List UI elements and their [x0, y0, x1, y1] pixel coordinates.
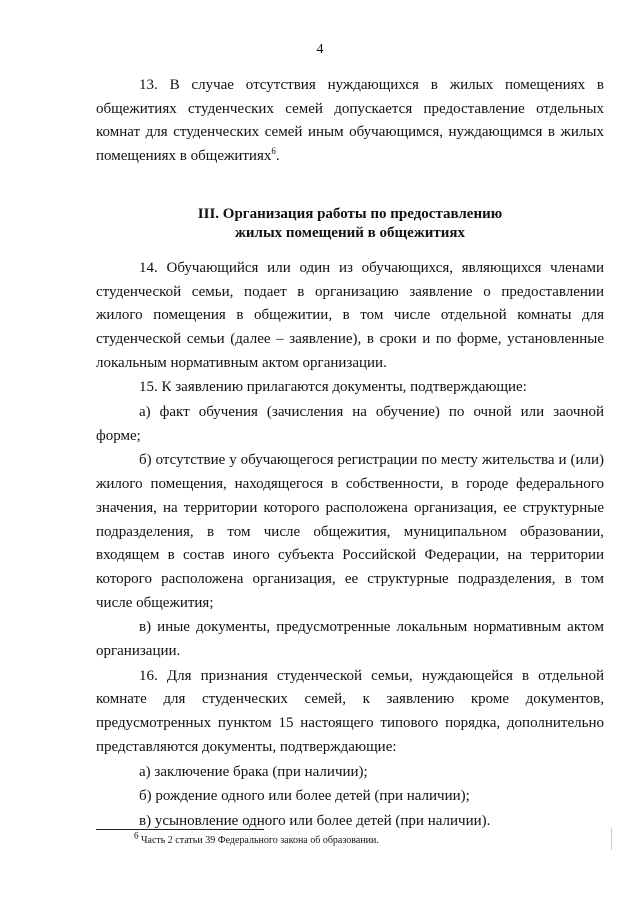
paragraph-13-text: 13. В случае отсутствия нуждающихся в жилых помещениях в общежитиях студенческих семей допускается предоставление отдельных комнат для студенческих семей иным обучающимся, нуждающимся в жилых помещениях в общежитиях — [96, 77, 604, 165]
paragraph-14: 14. Обучающийся или один из обучающихся, являющихся членами студенческой семьи, подает в организацию заявление о предоставлении жилого помещения в общежитии, в том числе отдельной комнаты для студенческой семьи (далее – заявление), в сроки и по форме, установленные локальным нормативным актом организации. — [96, 259, 604, 371]
paragraph-15-a: а) факт обучения (зачисления на обучение) по очной или заочной форме; — [96, 404, 604, 444]
footnote — [134, 830, 379, 847]
section-heading — [96, 205, 604, 243]
footnote-marker: 6 — [134, 830, 139, 841]
paragraph-15-b: б) отсутствие у обучающегося регистрации по месту жительства и (или) жилого помещения, находящегося в собственности, в городе федерального значения, на территории которого расположена организация, ее структурные подразделения, в том числе общежития, муниципальном образовании, входящем в состав иного субъекта Российской Федерации, на территории которого расположена организация, ее структурные подразделения, в том числе общежития; — [96, 452, 604, 611]
scan-artifact — [611, 828, 612, 850]
section-heading-line-1: III. Организация работы по предоставлению — [197, 205, 503, 222]
paragraph-16-a: а) заключение брака (при наличии); — [139, 763, 368, 780]
footnote-divider — [96, 829, 264, 830]
page-number: 4 — [316, 42, 324, 57]
paragraph-15: 15. К заявлению прилагаются документы, подтверждающие: — [139, 379, 527, 396]
paragraph-16: 16. Для признания студенческой семьи, нуждающейся в отдельной комнате для студенческих семей, к заявлению кроме документов, предусмотренных пунктом 15 настоящего типового порядка, дополнительно представляются документы, подтверждающие: — [96, 667, 604, 755]
section-heading-line-2: жилых помещений в общежитиях — [235, 224, 465, 241]
paragraph-16-v: в) усыновление одного или более детей (при наличии). — [139, 812, 491, 829]
paragraph-15-v: в) иные документы, предусмотренные локальным нормативным актом организации. — [96, 619, 604, 660]
document-body — [96, 74, 604, 834]
footnote-text: Часть 2 статьи 39 Федерального закона об образовании. — [141, 835, 379, 846]
paragraph-13 — [96, 74, 604, 169]
paragraph-13-tail: . — [275, 148, 280, 165]
paragraph-16-b: б) рождение одного или более детей (при наличии); — [139, 788, 470, 805]
footnote-ref: 6 — [271, 146, 276, 157]
